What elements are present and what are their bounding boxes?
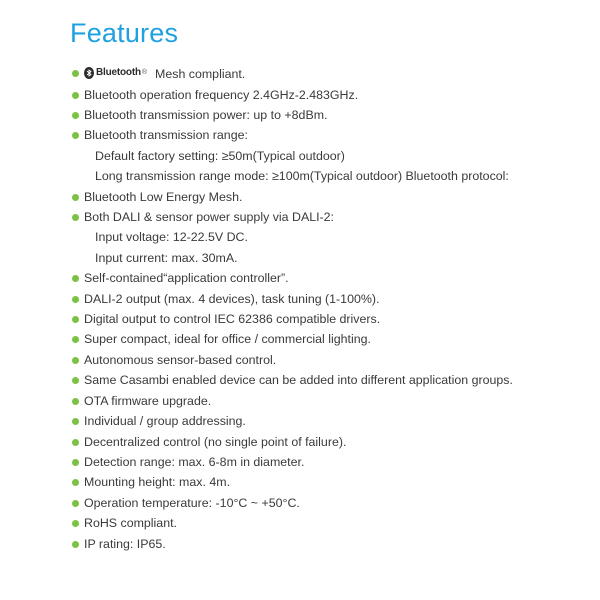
feature-text: Long transmission range mode: ≥100m(Typical outdoor) Bluetooth protocol: xyxy=(95,169,509,184)
page-title: Features xyxy=(70,18,179,48)
feature-item xyxy=(70,63,590,85)
feature-text: Mounting height: max. 4m. xyxy=(84,475,231,490)
feature-subitem xyxy=(70,146,590,166)
feature-text: Default factory setting: ≥50m(Typical outdoor) xyxy=(95,148,345,163)
feature-item xyxy=(70,370,590,390)
feature-item xyxy=(70,329,590,349)
bluetooth-logo xyxy=(84,63,147,83)
feature-text: Detection range: max. 6-8m in diameter. xyxy=(84,454,305,469)
feature-item xyxy=(70,513,590,533)
feature-subitem xyxy=(70,248,590,268)
feature-item xyxy=(70,432,590,452)
feature-item xyxy=(70,534,590,554)
feature-text: OTA firmware upgrade. xyxy=(84,393,212,408)
feature-item xyxy=(70,411,590,431)
feature-text: Decentralized control (no single point of failure). xyxy=(84,434,347,449)
feature-item xyxy=(70,309,590,329)
feature-text: Same Casambi enabled device can be added into different application groups. xyxy=(84,373,513,388)
feature-text: DALI-2 output (max. 4 devices), task tuning (1-100%). xyxy=(84,291,380,306)
feature-text: Individual / group addressing. xyxy=(84,414,246,429)
features-list xyxy=(70,63,590,554)
feature-text: Input voltage: 12-22.5V DC. xyxy=(95,230,248,245)
feature-item xyxy=(70,493,590,513)
feature-item xyxy=(70,289,590,309)
feature-item xyxy=(70,207,590,227)
feature-item xyxy=(70,472,590,492)
feature-item xyxy=(70,125,590,145)
registered-mark: ® xyxy=(141,69,148,76)
feature-text: Operation temperature: -10°C ~ +50°C. xyxy=(84,495,300,510)
feature-item xyxy=(70,350,590,370)
feature-text: Mesh compliant. xyxy=(155,67,246,82)
feature-text: IP rating: IP65. xyxy=(84,536,166,551)
feature-subitem xyxy=(70,166,590,186)
bluetooth-icon xyxy=(84,67,94,79)
feature-text: Digital output to control IEC 62386 compatible drivers. xyxy=(84,312,381,327)
feature-item xyxy=(70,105,590,125)
feature-item xyxy=(70,268,590,288)
feature-text: Bluetooth transmission power: up to +8dBm. xyxy=(84,108,328,123)
feature-item xyxy=(70,85,590,105)
feature-text: Both DALI & sensor power supply via DALI-2: xyxy=(84,210,334,225)
feature-text: Bluetooth transmission range: xyxy=(84,128,248,143)
feature-text: Autonomous sensor-based control. xyxy=(84,352,277,367)
feature-text: Input current: max. 30mA. xyxy=(95,250,238,265)
feature-subitem xyxy=(70,227,590,247)
feature-text: Bluetooth operation frequency 2.4GHz-2.483GHz. xyxy=(84,87,359,102)
feature-text: RoHS compliant. xyxy=(84,516,177,531)
feature-item xyxy=(70,452,590,472)
feature-item xyxy=(70,391,590,411)
feature-text: Bluetooth Low Energy Mesh. xyxy=(84,189,243,204)
feature-text: Super compact, ideal for office / commercial lighting. xyxy=(84,332,371,347)
bluetooth-wordmark: Bluetooth xyxy=(96,67,141,78)
feature-item xyxy=(70,187,590,207)
feature-text: Self-contained“application controller”. xyxy=(84,271,289,286)
